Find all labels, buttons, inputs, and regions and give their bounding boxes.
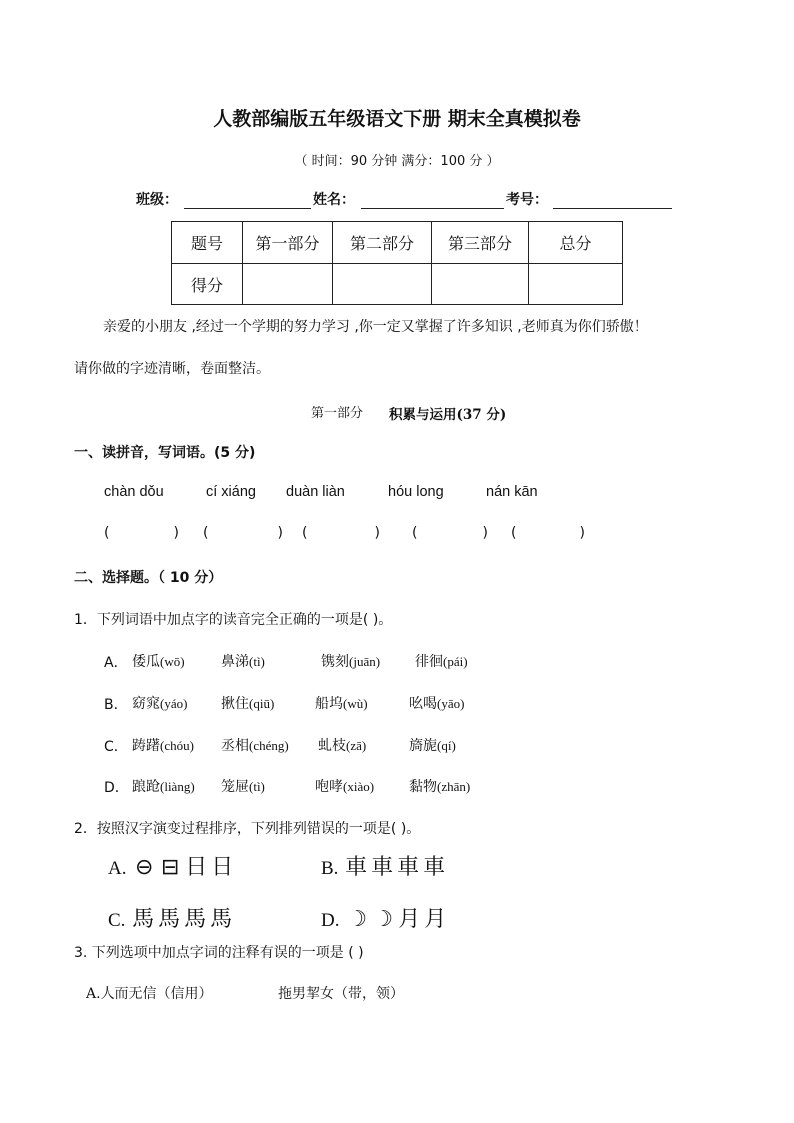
option-item: 虬枝(zā) [318, 738, 367, 754]
option-label: C. [108, 910, 126, 931]
section-2-title: 二、选择题。（ 10 分） [74, 570, 223, 586]
glyph-moon-3-icon: 月 [398, 906, 421, 931]
option-item: 踌躇(chóu) [132, 738, 194, 754]
bracket-open: ( [412, 525, 418, 541]
score-input-cell[interactable] [529, 264, 623, 305]
glyph-sun-4-icon: 日 [211, 854, 234, 879]
bracket-open: ( [302, 525, 308, 541]
name-label: 姓名： [313, 192, 355, 208]
question-3-stem: 3. 下列选项中加点字词的注释有误的一项是 ( ) [74, 945, 364, 961]
option-item: 鼻涕(tì) [221, 654, 265, 670]
score-input-cell[interactable] [333, 264, 432, 305]
part-title: 积累与运用(37 分) [389, 407, 507, 423]
score-row-label: 得分 [172, 264, 243, 305]
glyph-sun-2-icon: ⊟ [161, 854, 180, 879]
score-header-cell: 第二部分 [333, 222, 432, 264]
q2-option-c [108, 902, 234, 933]
bracket-close: ) [374, 525, 380, 541]
option-item: 倭瓜(wō) [132, 654, 185, 670]
score-input-cell[interactable] [432, 264, 529, 305]
glyph-moon-1-icon: ☽ [347, 906, 368, 931]
glyph-sun-1-icon: ⊖ [135, 854, 154, 879]
score-header-cell: 第一部分 [243, 222, 333, 264]
option-label: A． [104, 655, 128, 671]
bracket-close: ) [579, 525, 585, 541]
pinyin-item: cí xiáng [206, 484, 256, 500]
glyph-horse-2-icon: 馬 [158, 906, 181, 931]
answer-blank[interactable] [412, 525, 488, 541]
bracket-close: ) [277, 525, 283, 541]
score-header-cell: 总分 [529, 222, 623, 264]
question-1-stem: 1．下列词语中加点字的读音完全正确的一项是( )。 [74, 612, 393, 628]
option-label: B. [321, 858, 339, 879]
intro-line-1: 亲爱的小朋友 ,经过一个学期的努力学习 ,你一定又掌握了许多知识 ,老师真为你们骄傲！ [103, 319, 648, 335]
bracket-open: ( [203, 525, 209, 541]
bracket-close: ) [173, 525, 179, 541]
glyph-moon-2-icon: ☽ [373, 906, 394, 931]
score-header-cell: 题号 [172, 222, 243, 264]
option-item: 笼屉(tì) [221, 779, 265, 795]
q2-option-b [321, 850, 447, 881]
glyph-moon-4-icon: 月 [424, 906, 447, 931]
option-label: D． [104, 780, 129, 796]
score-table [171, 221, 623, 305]
option-item: 镌刻(juān) [321, 654, 381, 670]
pinyin-item: nán kān [486, 484, 538, 500]
class-field[interactable] [184, 208, 311, 209]
bracket-close: ) [482, 525, 488, 541]
bracket-open: ( [511, 525, 517, 541]
section-1-title: 一、读拼音，写词语。(5 分) [74, 445, 256, 461]
option-item: 黏物(zhān) [409, 779, 471, 795]
glyph-cart-1-icon: 車 [345, 854, 368, 879]
option-item: 窈窕(yáo) [132, 696, 188, 712]
option-label: C． [104, 739, 128, 755]
option-label: B． [104, 697, 128, 713]
q3-option-a-2: 拖男挈女（带，领） [278, 986, 404, 1002]
intro-line-2: 请你做的字迹清晰，卷面整洁。 [74, 361, 270, 377]
option-label: D. [321, 910, 340, 931]
answer-blank[interactable] [302, 525, 380, 541]
bracket-open: ( [104, 525, 110, 541]
option-item: 踉跄(liàng) [132, 779, 195, 795]
option-item: 揪住(qiū) [221, 696, 275, 712]
name-field[interactable] [361, 208, 504, 209]
option-item: 徘徊(pái) [415, 654, 468, 670]
q3-option-a [86, 983, 213, 1003]
option-item: 咆哮(xiào) [315, 779, 375, 795]
option-item: 吆喝(yāo) [409, 696, 465, 712]
glyph-horse-4-icon: 馬 [210, 906, 233, 931]
answer-blank[interactable] [104, 525, 179, 541]
option-item: 船坞(wù) [315, 696, 368, 712]
glyph-cart-4-icon: 車 [423, 854, 446, 879]
exam-subtitle: （ 时间：90 分钟 满分：100 分 ） [294, 154, 500, 169]
question-2-stem: 2．按照汉字演变过程排序，下列排列错误的一项是( )。 [74, 821, 421, 837]
option-label: A. [108, 858, 127, 879]
glyph-horse-1-icon: 馬 [132, 906, 155, 931]
score-header-cell: 第三部分 [432, 222, 529, 264]
option-item: 丞相(chéng) [221, 738, 289, 754]
option-label: A. [86, 986, 101, 1002]
pinyin-item: duàn liàn [286, 484, 345, 500]
pinyin-item: chàn dǒu [104, 484, 164, 500]
glyph-sun-3-icon: 日 [185, 854, 208, 879]
part-label: 第一部分 [311, 406, 364, 421]
exam-number-field[interactable] [553, 208, 672, 209]
answer-blank[interactable] [203, 525, 283, 541]
class-label: 班级： [136, 192, 178, 208]
option-item: 人而无信（信用） [100, 986, 213, 1002]
exam-number-label: 考号： [506, 192, 548, 208]
glyph-horse-3-icon: 馬 [184, 906, 207, 931]
pinyin-item: hóu long [388, 484, 444, 500]
answer-blank[interactable] [511, 525, 585, 541]
score-input-cell[interactable] [243, 264, 333, 305]
glyph-cart-3-icon: 車 [397, 854, 420, 879]
q2-option-a [108, 850, 235, 881]
glyph-cart-2-icon: 車 [371, 854, 394, 879]
page-title: 人教部编版五年级语文下册 期末全真模拟卷 [213, 108, 581, 130]
option-item: 旖旎(qí) [409, 738, 456, 754]
q2-option-d [321, 902, 448, 933]
